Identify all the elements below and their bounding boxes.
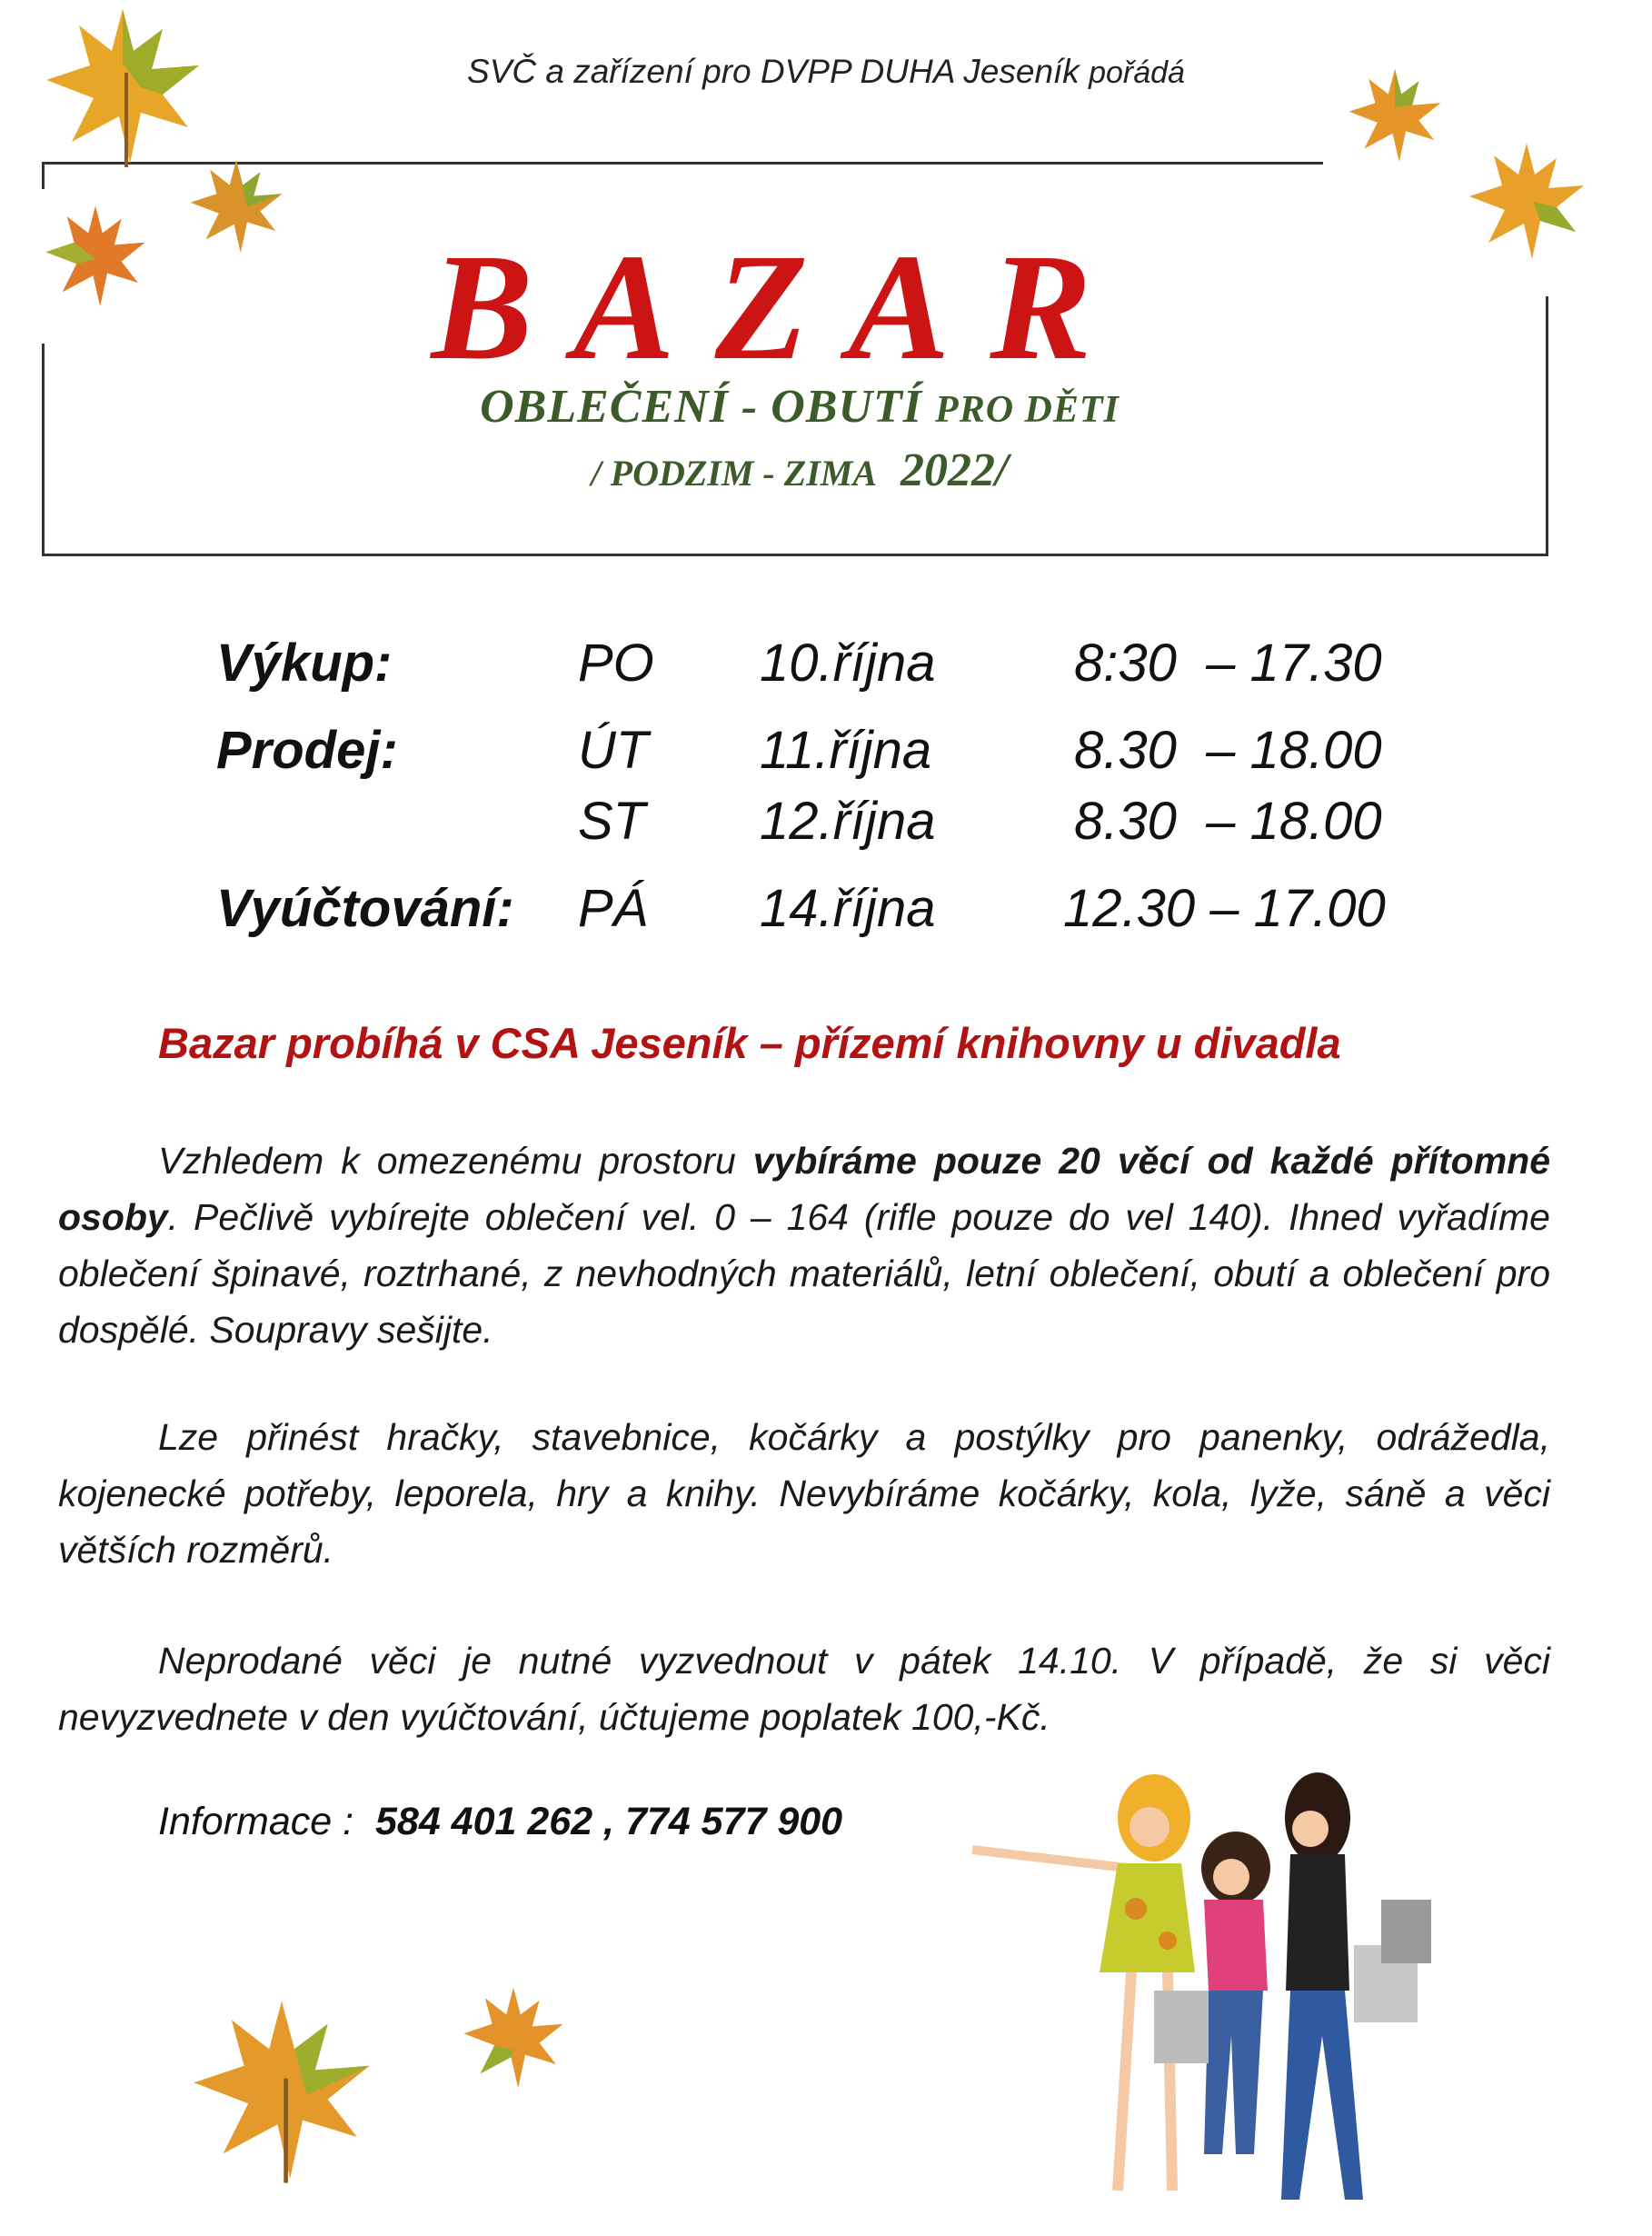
season-year: 2022/ <box>901 444 1009 496</box>
schedule-time: 8.30 – 18.00 <box>1074 792 1382 851</box>
schedule-time: 8:30 – 17.30 <box>1074 634 1382 693</box>
paragraph-items <box>58 1409 1550 1578</box>
frame-right <box>1546 296 1548 556</box>
p1-text-a: Vzhledem k omezenému prostoru <box>158 1140 753 1182</box>
schedule-label: Vyúčtování: <box>216 879 514 938</box>
maple-leaf-icon <box>36 200 154 318</box>
subtitle-line-1 <box>345 380 1254 434</box>
p3-text: Neprodané věci je nutné vyzvednout v pátek 14.10. V případě, že si věci nevyzvednete v den vyúčtování, účtujeme poplatek 100,-Kč. <box>58 1640 1550 1738</box>
schedule-day: ST <box>578 792 646 851</box>
maple-leaf-icon <box>173 1991 391 2200</box>
p2-text: Lze přinést hračky, stavebnice, kočárky a postýlky pro panenky, odrážedla, kojenecké potřeby, leporela, hry a knihy. Nevybíráme kočárky, kola, lyže, sáně a věci větších rozměrů. <box>58 1416 1550 1571</box>
schedule-date: 12.října <box>760 792 936 851</box>
p1-text-b: . Pečlivě vybírejte oblečení vel. 0 – 164 (rifle pouze do vel 140). Ihned vyřadíme oblečení špinavé, roztrhané, z nevhodných materiálů, letní oblečení, obutí a oblečení pro dospělé. Soupravy sešijte. <box>58 1196 1550 1351</box>
shopping-women-illustration <box>963 1763 1472 2236</box>
schedule-label: Prodej: <box>216 721 398 780</box>
subtitle-main: OBLEČENÍ - OBUTÍ <box>480 381 923 433</box>
maple-leaf-icon <box>454 1981 572 2100</box>
schedule-time: 12.30 – 17.00 <box>1063 879 1386 938</box>
info-label: Informace : <box>158 1800 375 1843</box>
subtitle-small: PRO DĚTI <box>935 389 1120 431</box>
paragraph-collection <box>58 1133 1550 1358</box>
schedule-day: PO <box>578 634 654 693</box>
organizer-suffix: pořádá <box>1089 55 1185 90</box>
schedule-date: 14.října <box>760 879 936 938</box>
p1-text-bold: vybíráme pouze 20 věcí od každé přítomné osoby <box>58 1140 1550 1238</box>
subtitle-line-2 <box>345 444 1254 497</box>
maple-leaf-icon <box>182 155 291 264</box>
page-title: BAZAR <box>431 223 1132 392</box>
schedule-label: Výkup: <box>216 634 393 693</box>
schedule-time: 8.30 – 18.00 <box>1074 721 1382 780</box>
frame-left-bottom <box>42 344 45 556</box>
maple-leaf-icon <box>1445 136 1608 273</box>
maple-leaf-icon <box>1336 64 1454 173</box>
season-label: / PODZIM - ZIMA <box>591 453 877 494</box>
info-phones: 584 401 262 , 774 577 900 <box>374 1800 843 1843</box>
frame-bottom <box>42 554 1548 556</box>
organizer-name: SVČ a zařízení pro DVPP DUHA Jeseník <box>467 53 1080 90</box>
contact-info <box>158 1800 842 1844</box>
location-text: Bazar probíhá v CSA Jeseník – přízemí knihovny u divadla <box>158 1019 1341 1067</box>
schedule-day: ÚT <box>578 721 649 780</box>
schedule-date: 10.října <box>760 634 936 693</box>
schedule-date: 11.října <box>760 721 932 780</box>
paragraph-pickup <box>58 1632 1550 1745</box>
schedule-day: PÁ <box>578 879 649 938</box>
